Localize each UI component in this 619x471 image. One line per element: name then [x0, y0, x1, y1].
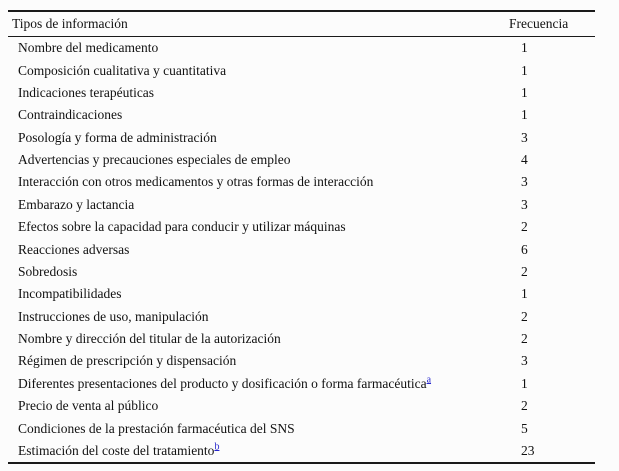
- frequency-cell: 1: [521, 286, 528, 302]
- table-row: [8, 216, 595, 238]
- table-header: [8, 11, 595, 37]
- frequency-cell: 6: [521, 241, 528, 257]
- info-type-cell: Indicaciones terapéuticas: [18, 84, 155, 100]
- header-row: [8, 11, 595, 37]
- info-type-cell: Composición cualitativa y cuantitativa: [18, 62, 227, 78]
- table-row: [8, 395, 595, 417]
- info-type-cell: Advertencias y precauciones especiales de empleo: [18, 152, 291, 168]
- frequency-cell: 2: [521, 331, 528, 347]
- frequency-cell: 1: [521, 107, 528, 123]
- table-row: [8, 306, 595, 328]
- table-row: [8, 417, 595, 439]
- frequency-cell: 1: [521, 40, 528, 56]
- frequency-cell: 2: [521, 308, 528, 324]
- table-row: [8, 82, 595, 104]
- table-row: [8, 37, 595, 60]
- info-type-cell: Embarazo y lactancia: [18, 196, 135, 212]
- info-type-cell: Condiciones de la prestación farmacéutica del SNS: [18, 420, 295, 436]
- table-row: [8, 238, 595, 260]
- header-info-type: Tipos de información: [8, 11, 509, 37]
- info-type-cell: Estimación del coste del tratamiento$^b$: [18, 441, 220, 458]
- table-row: [8, 149, 595, 171]
- info-type-cell: Contraindicaciones: [18, 107, 123, 123]
- frequency-cell: 3: [521, 196, 528, 212]
- frequency-cell: 3: [521, 353, 528, 369]
- table-row: [8, 261, 595, 283]
- info-type-cell: Posología y forma de administración: [18, 129, 217, 145]
- info-type-cell: Interacción con otros medicamentos y otras formas de interacción: [18, 174, 374, 190]
- information-types-table: [8, 10, 595, 464]
- table-row: [8, 127, 595, 149]
- info-type-cell: Precio de venta al público: [18, 398, 159, 414]
- frequency-cell: 2: [521, 263, 528, 279]
- frequency-cell: 5: [521, 420, 528, 436]
- table-row: [8, 194, 595, 216]
- frequency-cell: 23: [521, 442, 535, 458]
- info-type-cell: Incompatibilidades: [18, 286, 122, 302]
- info-type-cell: Régimen de prescripción y dispensación: [18, 353, 237, 369]
- table-row: [8, 350, 595, 372]
- header-frequency: Frecuencia: [509, 11, 595, 37]
- info-type-cell: Nombre del medicamento: [18, 40, 159, 56]
- table-row: [8, 171, 595, 193]
- frequency-cell: 3: [521, 174, 528, 190]
- info-type-cell: Instrucciones de uso, manipulación: [18, 308, 209, 324]
- frequency-cell: 1: [521, 375, 528, 391]
- table-row: [8, 283, 595, 305]
- table-row: [8, 440, 595, 463]
- footnote-link[interactable]: b: [214, 441, 220, 453]
- frequency-cell: 1: [521, 84, 528, 100]
- footnote-link[interactable]: a: [426, 374, 432, 386]
- table-row: [8, 373, 595, 395]
- frequency-cell: 1: [521, 62, 528, 78]
- info-type-cell: Efectos sobre la capacidad para conducir y utilizar máquinas: [18, 219, 346, 235]
- info-type-cell: Reacciones adversas: [18, 241, 130, 257]
- frequency-cell: 2: [521, 398, 528, 414]
- frequency-cell: 4: [521, 152, 528, 168]
- table-row: [8, 104, 595, 126]
- info-type-cell: Diferentes presentaciones del producto y dosificación o forma farmacéutica$^a$: [18, 374, 432, 391]
- table-body: [8, 37, 595, 464]
- frequency-cell: 2: [521, 219, 528, 235]
- frequency-cell: 3: [521, 129, 528, 145]
- table-row: [8, 59, 595, 81]
- info-type-cell: Nombre y dirección del titular de la autorización: [18, 331, 281, 347]
- info-type-cell: Sobredosis: [18, 263, 78, 279]
- table-row: [8, 328, 595, 350]
